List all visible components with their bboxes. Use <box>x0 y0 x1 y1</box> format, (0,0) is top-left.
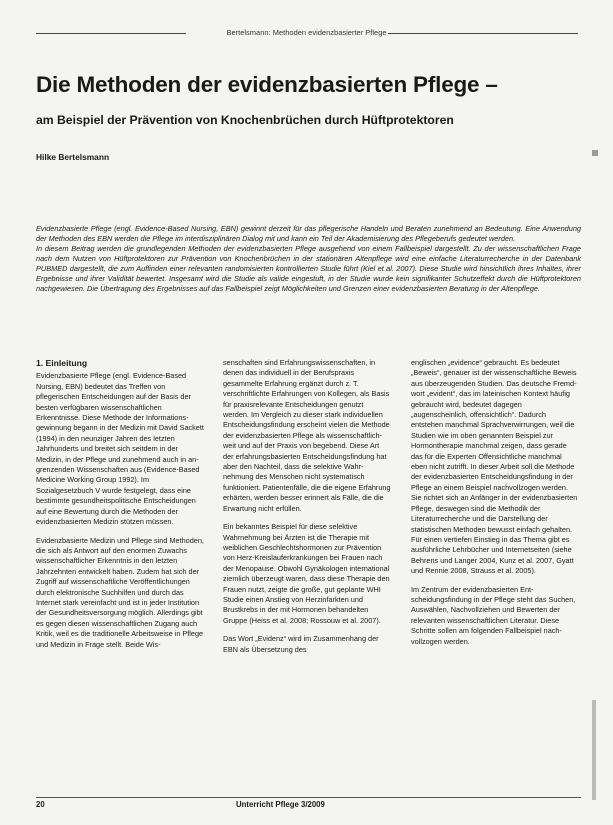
running-head: Bertelsmann: Methoden evidenzbasierter Pflege <box>226 28 387 37</box>
scan-margin-mark <box>592 150 598 156</box>
body-paragraph: englischen „evidence“ gebraucht. Es bedeutet „Beweis“, genauer ist der wissenschaftliche Beweis aus überzeugenden Studien. Das deutsche Fremdwort „evident“, das im lateinischen Kontext häufig gebraucht wird, bedeutet dagegen „augenscheinlich, offensichtlich“. Dadurch entstehen manchmal Sprachverwirrungen, weil die Studien wie im oben genannten Beispiel zur Hormontherapie manchmal zeigen, dass gerade das für die Experten Offensichtliche manchmal eben nicht zutrifft. In dieser Arbeit soll die Methode der evidenzbasierten Entscheidungsfindung in der Pflege an einem Beispiel nachvollzogen werden. Sie richtet sich an Anfänger in der evidenzbasierten Pflege, deswegen sind die Methodik der Literaturrecherche und die Darstellung der statistischen Methoden bewusst einfach gehalten. Für einen vertiefen Einstieg in das Thema gibt es ausführliche Lehrbücher und Internetseiten (siehe Behrens und Langer 2004, Kunz et al. 2007, Gyatt und Rennie 2008, Strauss et al. 2005). <box>411 358 578 576</box>
page-number: 20 <box>36 800 45 809</box>
article-subtitle: am Beispiel der Prävention von Knochenbrüchen durch Hüftprotektoren <box>36 113 454 127</box>
abstract-paragraph: Evidenzbasierte Pflege (engl. Evidence-Based Nursing, EBN) gewinnt derzeit für das pflegerische Handeln und Beraten zunehmend an Bedeutung. Eine Anwendung der Methoden des EBN werden die Pflege im interdisziplinären Dialog mit und kann ein Teil der Akademisierung des Pflegeberufs gedeutet werden. <box>36 224 581 244</box>
text-column-2 <box>223 358 391 663</box>
body-paragraph: Evidenzbasierte Pflege (engl. Evidence-Based Nursing, EBN) bedeutet das Treffen von pflegerischen Entscheidungen auf der Basis der besten verfügbaren wissenschaftlichen Erkenntnisse. Diese Methode der Informationsgewinnung begann in der Medizin mit David Sackett (1994) in den neunziger Jahren des letzten Jahrhunderts und breitet sich seitdem in der Medizin, in der Pflege und zunehmend auch in angrenzenden Wissenschaften aus (Evidence-Based Medicine Working Group 1992). Im Sozialgesetzbuch V wurde festgelegt, dass eine bestimmte gesundheitspolitische Entscheidungen auf eine Bewertung durch die Methoden der evidenzbasierten Medizin stützen müssen. <box>36 371 204 527</box>
text-column-1 <box>36 358 204 658</box>
body-paragraph: Das Wort „Evidenz“ wird im Zusammenhang der EBN als Übersetzung des <box>223 634 379 654</box>
author-name: Hilke Bertelsmann <box>36 152 110 162</box>
running-head-rule-left <box>36 33 186 34</box>
footer-rule <box>36 797 581 798</box>
abstract <box>36 224 581 294</box>
abstract-paragraph: In diesem Beitrag werden die grundlegenden Methoden der evidenzbasierten Pflege ausgehend von einem Fallbeispiel dargestellt. Zu der wissenschaftlichen Frage nach dem Nutzen von Hüftprotektoren zur Prävention von Knochenbrüchen in der stationären Altenpflege wird eine einfache Literaturrecherche in der Datenbank PUBMED dargestellt, die zum Auffinden einer relevanten randomisierten kontrollierten Studie führt (Kiel et al. 2007). Diese Studie wird hinsichtlich ihres Inhaltes, ihrer Ergebnisse und ihrer Validität bewertet. Insgesamt wird die Studie als valide eingestuft, in der Studie wurde kein signifikanter Schutzeffekt durch die Hüftprotektoren nachgewiesen. Die Übertragung des Ergebnisses auf das Fallbeispiel zeigt Möglichkeiten und Grenzen einer evidenzbasierten Beratung in der Altenpflege. <box>36 244 581 294</box>
journal-name: Unterricht Pflege 3/2009 <box>236 800 325 809</box>
body-paragraph: Evidenzbasierte Medizin und Pflege sind Methoden, die sich als Antwort auf den enormen Zuwachs wissenschaftlicher Erkenntnis in den letzten Jahrzehnten entwickelt haben. Zudem hat sich der Zugriff auf wissenschaftliche Veröffentlichungen durch elektronische Suchhilfen und durch das Internet stark vereinfacht und ist in jeder Institution der Gesundheitsversorgung möglich. Allerdings gibt es gegen diesen wissenschaftlichen Zugang auch Kritik, weil es die traditionelle Arbeitsweise in Pflege und Medizin in Frage stellt. Beide Wis- <box>36 535 204 649</box>
article-title: Die Methoden der evidenzbasierten Pflege – <box>36 72 498 97</box>
section-heading: 1. Einleitung <box>36 358 88 368</box>
body-paragraph: senschaften sind Erfahrungswissenschaften, in denen das individuell in der Berufspraxis gesammelte Erfahrung ergänzt durch z. T. verschriftlichte Erfahrungen von Kollegen, als Basis für praxisrelevante Entscheidungen genutzt werden. Im Vergleich zu dieser stark individuellen Entscheidungsfindung erscheint vielen die Methode der evidenzbasierten Pflege als wissenschaftlich-weit und auf der Praxis von begebend. Diese Art der erfahrungsbasierten Entscheidungsfindung hat aber den Nachteil, dass die selektive Wahrnehmung des Menschen nicht systematisch funktioniert. Patientenfälle, die die eigene Erfahrung erhärten, werden besser erinnert als Fälle, die die Erwartung nicht erfüllen. <box>223 358 391 513</box>
text-column-3 <box>411 358 579 655</box>
body-paragraph: Ein bekanntes Beispiel für diese selektive Wahrnehmung bei Ärzten ist die Therapie mit weiblichen Geschlechtshormonen zur Prävention von Herz-Kreislauferkrankungen bei Frauen nach der Menopause. Obwohl Gynäkologen international ziemlich überzeugt waren, dass diese Therapie den Frauen nutzt, zeigte die große, gut geplante WHI Studie einen Anstieg von Herzinfarkten und Brustkrebs in der mit Hormonen behandelten Gruppe (Heiss et al. 2008; Rossouw et al. 2007). <box>223 522 390 625</box>
running-head-rule-right <box>388 33 578 34</box>
body-paragraph: Im Zentrum der evidenzbasierten Entscheidungsfindung in der Pflege steht das Suchen, Auswählen, Nachvollziehen und Bewerten der relevanten wissenschaftlichen Literatur. Diese Schritte sollen am folgenden Fallbeispiel nachvollzogen werden. <box>411 584 576 646</box>
scan-margin-shadow <box>592 700 596 800</box>
